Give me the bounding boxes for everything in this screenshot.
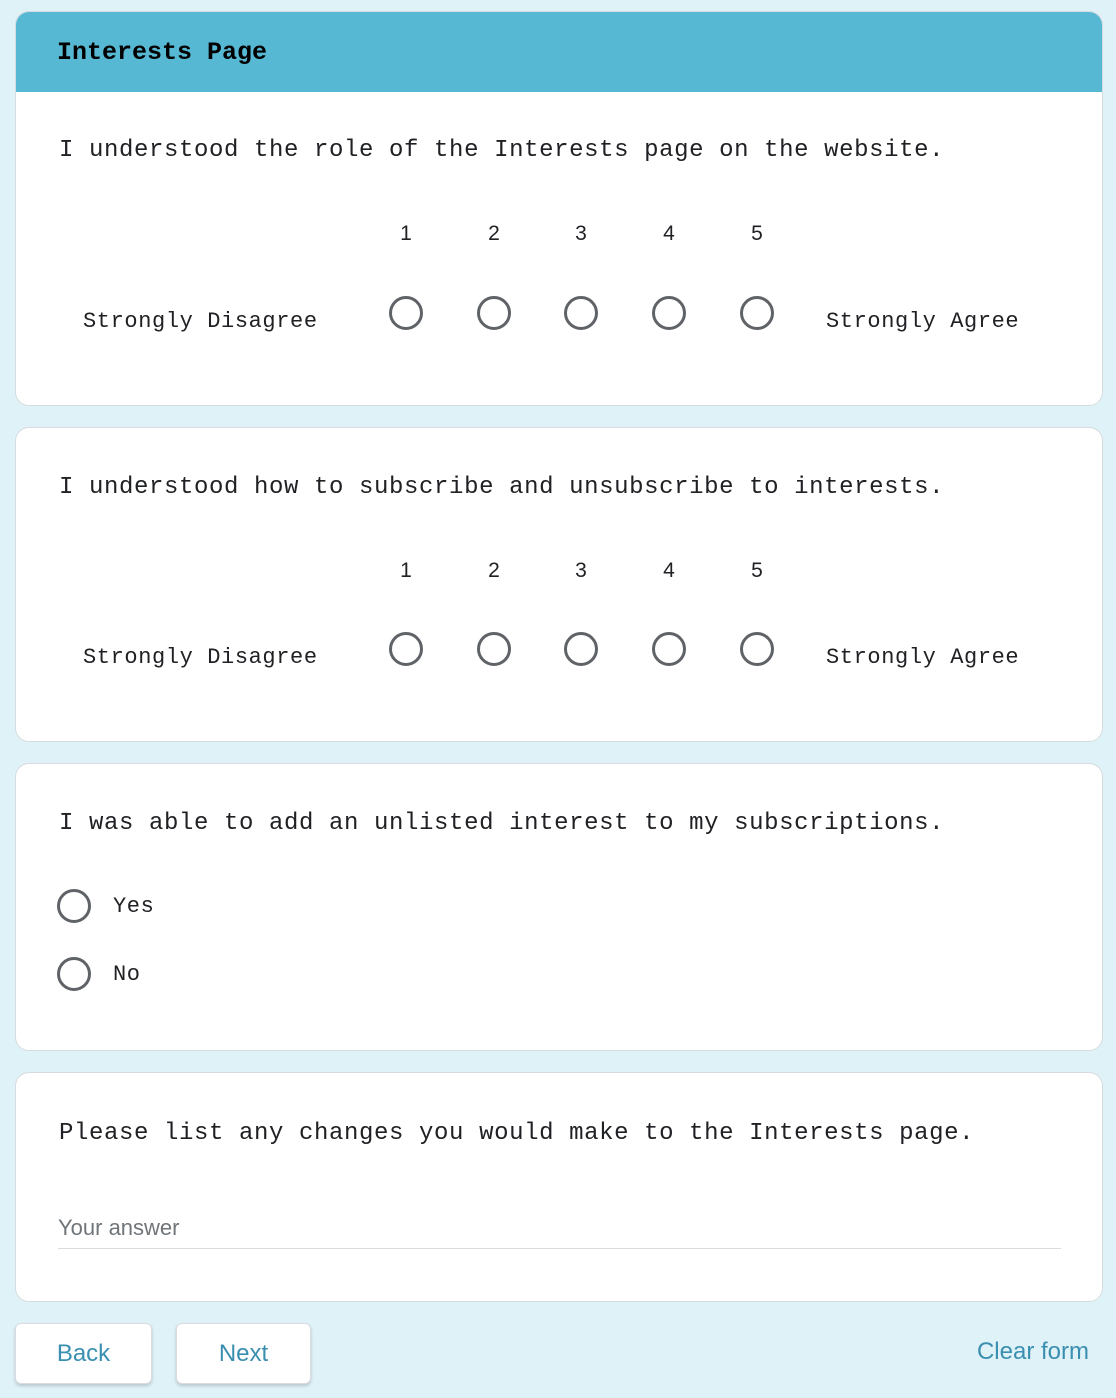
q1-radio-4[interactable] xyxy=(652,296,686,330)
q2-radio-3[interactable] xyxy=(564,632,598,666)
q2-radio-5[interactable] xyxy=(740,632,774,666)
scale-low-label: Strongly Disagree xyxy=(83,645,318,670)
q1-radio-2[interactable] xyxy=(477,296,511,330)
scale-label-2: 2 xyxy=(488,559,500,582)
scale-high-label: Strongly Agree xyxy=(826,645,1020,670)
q1-radio-3[interactable] xyxy=(564,296,598,330)
q2-radio-1[interactable] xyxy=(389,632,423,666)
next-button[interactable]: Next xyxy=(176,1323,311,1384)
section-title: Interests Page xyxy=(57,37,268,67)
question-4-text: Please list any changes you would make to the Interests page. xyxy=(59,1120,975,1147)
section-header xyxy=(16,12,1102,92)
question-1-text: I understood the role of the Interests page on the website. xyxy=(59,137,945,164)
q1-radio-1[interactable] xyxy=(389,296,423,330)
q2-radio-2[interactable] xyxy=(477,632,511,666)
scale-label-4: 4 xyxy=(663,559,675,582)
scale-label-2: 2 xyxy=(488,222,500,245)
answer-input[interactable] xyxy=(58,1207,1061,1249)
scale-label-3: 3 xyxy=(575,222,587,245)
scale-label-4: 4 xyxy=(663,222,675,245)
scale-label-1: 1 xyxy=(400,559,412,582)
clear-form-link[interactable]: Clear form xyxy=(976,1338,1089,1365)
question-3-text: I was able to add an unlisted interest to my subscriptions. xyxy=(59,810,945,837)
question-2-card xyxy=(15,427,1103,742)
scale-high-label: Strongly Agree xyxy=(826,309,1020,334)
question-4-card xyxy=(15,1072,1103,1302)
yes-radio[interactable] xyxy=(57,889,91,923)
scale-label-5: 5 xyxy=(751,559,763,582)
no-radio[interactable] xyxy=(57,957,91,991)
q1-radio-5[interactable] xyxy=(740,296,774,330)
no-label[interactable]: No xyxy=(113,962,141,987)
yes-label[interactable]: Yes xyxy=(113,894,155,919)
back-button[interactable]: Back xyxy=(15,1323,152,1384)
question-2-text: I understood how to subscribe and unsubscribe to interests. xyxy=(59,474,945,501)
scale-label-5: 5 xyxy=(751,222,763,245)
question-3-card xyxy=(15,763,1103,1051)
q2-radio-4[interactable] xyxy=(652,632,686,666)
scale-low-label: Strongly Disagree xyxy=(83,309,318,334)
section-card xyxy=(15,11,1103,406)
scale-label-3: 3 xyxy=(575,559,587,582)
scale-label-1: 1 xyxy=(400,222,412,245)
